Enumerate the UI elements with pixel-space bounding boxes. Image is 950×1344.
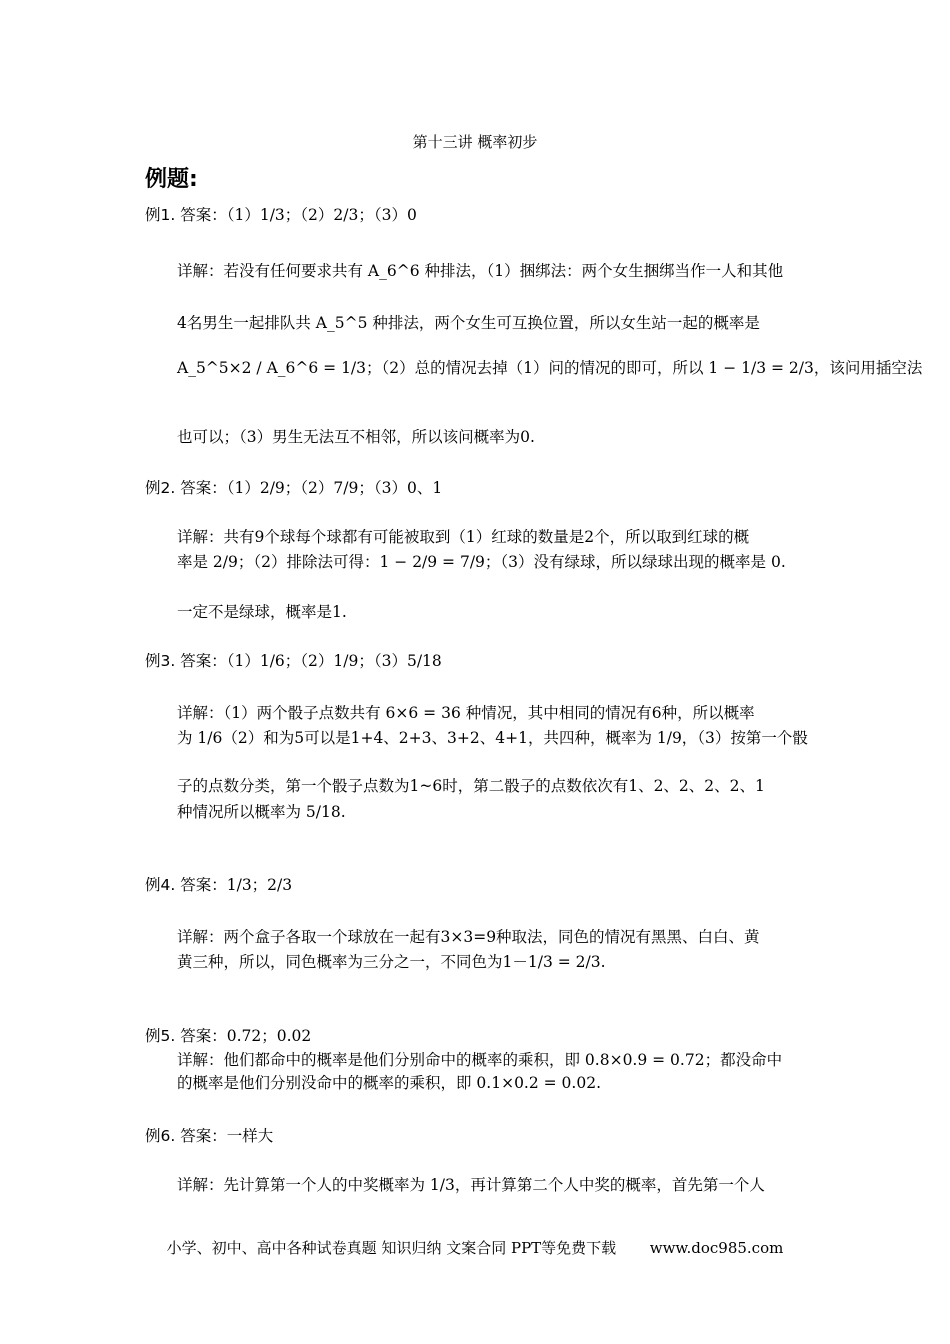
example-detail-line: 率是 2/9；（2）排除法可得：1 − 2/9 = 7/9；（3）没有绿球，所以绿球出现的概率是 0.	[177, 553, 786, 571]
example-answer: 答案：1/3；2/3	[180, 876, 293, 894]
example-detail-line: A_5^5×2 / A_6^6 = 1/3；（2）总的情况去掉（1）问的情况的即可，所以 1 − 1/3 = 2/3，该问用插空法	[177, 359, 923, 377]
example-answer: 答案：（1）1/6；（2）1/9；（3）5/18	[180, 652, 442, 670]
example-answer: 答案：（1）1/3；（2）2/3；（3）0	[180, 206, 417, 224]
example-detail-line: 详解：共有9个球每个球都有可能被取到（1）红球的数量是2个，所以取到红球的概	[177, 528, 750, 546]
example-detail-line: 一定不是绿球，概率是1.	[177, 603, 347, 621]
example-detail-line: 详解：他们都命中的概率是他们分别命中的概率的乘积，即 0.8×0.9 = 0.72；都没命中	[177, 1051, 783, 1069]
example-detail-line: 详解：若没有任何要求共有 A_6^6 种排法，（1）捆绑法：两个女生捆绑当作一人和其他	[177, 262, 784, 280]
example-detail-line: 为 1/6（2）和为5可以是1+4、2+3、3+2、4+1，共四种，概率为 1/9，（3）按第一个骰	[177, 729, 808, 747]
example-3	[145, 651, 442, 671]
example-answer: 答案：0.72；0.02	[180, 1027, 312, 1045]
example-4	[145, 875, 292, 895]
example-detail-line: 子的点数分类，第一个骰子点数为1~6时，第二骰子的点数依次有1、2、2、2、2、1	[177, 777, 765, 795]
example-detail-line: 黄三种，所以，同色概率为三分之一，不同色为1－1/3 = 2/3.	[177, 953, 606, 971]
example-answer: 答案：一样大	[180, 1127, 274, 1145]
example-detail-line: 的概率是他们分别没命中的概率的乘积，即 0.1×0.2 = 0.02.	[177, 1074, 601, 1092]
section-heading: 例题:	[145, 167, 198, 192]
example-detail-line: 4名男生一起排队共 A_5^5 种排法，两个女生可互换位置，所以女生站一起的概率是	[177, 314, 760, 332]
example-answer: 答案：（1）2/9；（2）7/9；（3）0、1	[180, 479, 443, 497]
example-detail-line: 也可以；（3）男生无法互不相邻，所以该问概率为0.	[177, 428, 535, 446]
example-label: 例1.	[145, 206, 176, 224]
example-2	[145, 478, 442, 498]
example-5	[145, 1026, 311, 1046]
example-label: 例5.	[145, 1027, 176, 1045]
example-6	[145, 1126, 273, 1146]
example-label: 例3.	[145, 652, 176, 670]
example-label: 例4.	[145, 876, 176, 894]
example-detail-line: 详解：两个盒子各取一个球放在一起有3×3=9种取法，同色的情况有黑黑、白白、黄	[177, 928, 760, 946]
example-1	[145, 205, 417, 225]
example-label: 例6.	[145, 1127, 176, 1145]
footer-url[interactable]: www.doc985.com	[649, 1239, 784, 1257]
page-title: 第十三讲 概率初步	[412, 133, 538, 151]
example-detail-line: 种情况所以概率为 5/18.	[177, 803, 346, 821]
footer	[0, 1237, 950, 1258]
example-label: 例2.	[145, 479, 176, 497]
example-detail-line: 详解：先计算第一个人的中奖概率为 1/3，再计算第二个人中奖的概率，首先第一个人	[177, 1176, 765, 1194]
example-detail-line: 详解：（1）两个骰子点数共有 6×6 = 36 种情况，其中相同的情况有6种，所以概率	[177, 704, 755, 722]
footer-text: 小学、初中、高中各种试卷真题 知识归纳 文案合同 PPT等免费下载	[166, 1239, 617, 1257]
